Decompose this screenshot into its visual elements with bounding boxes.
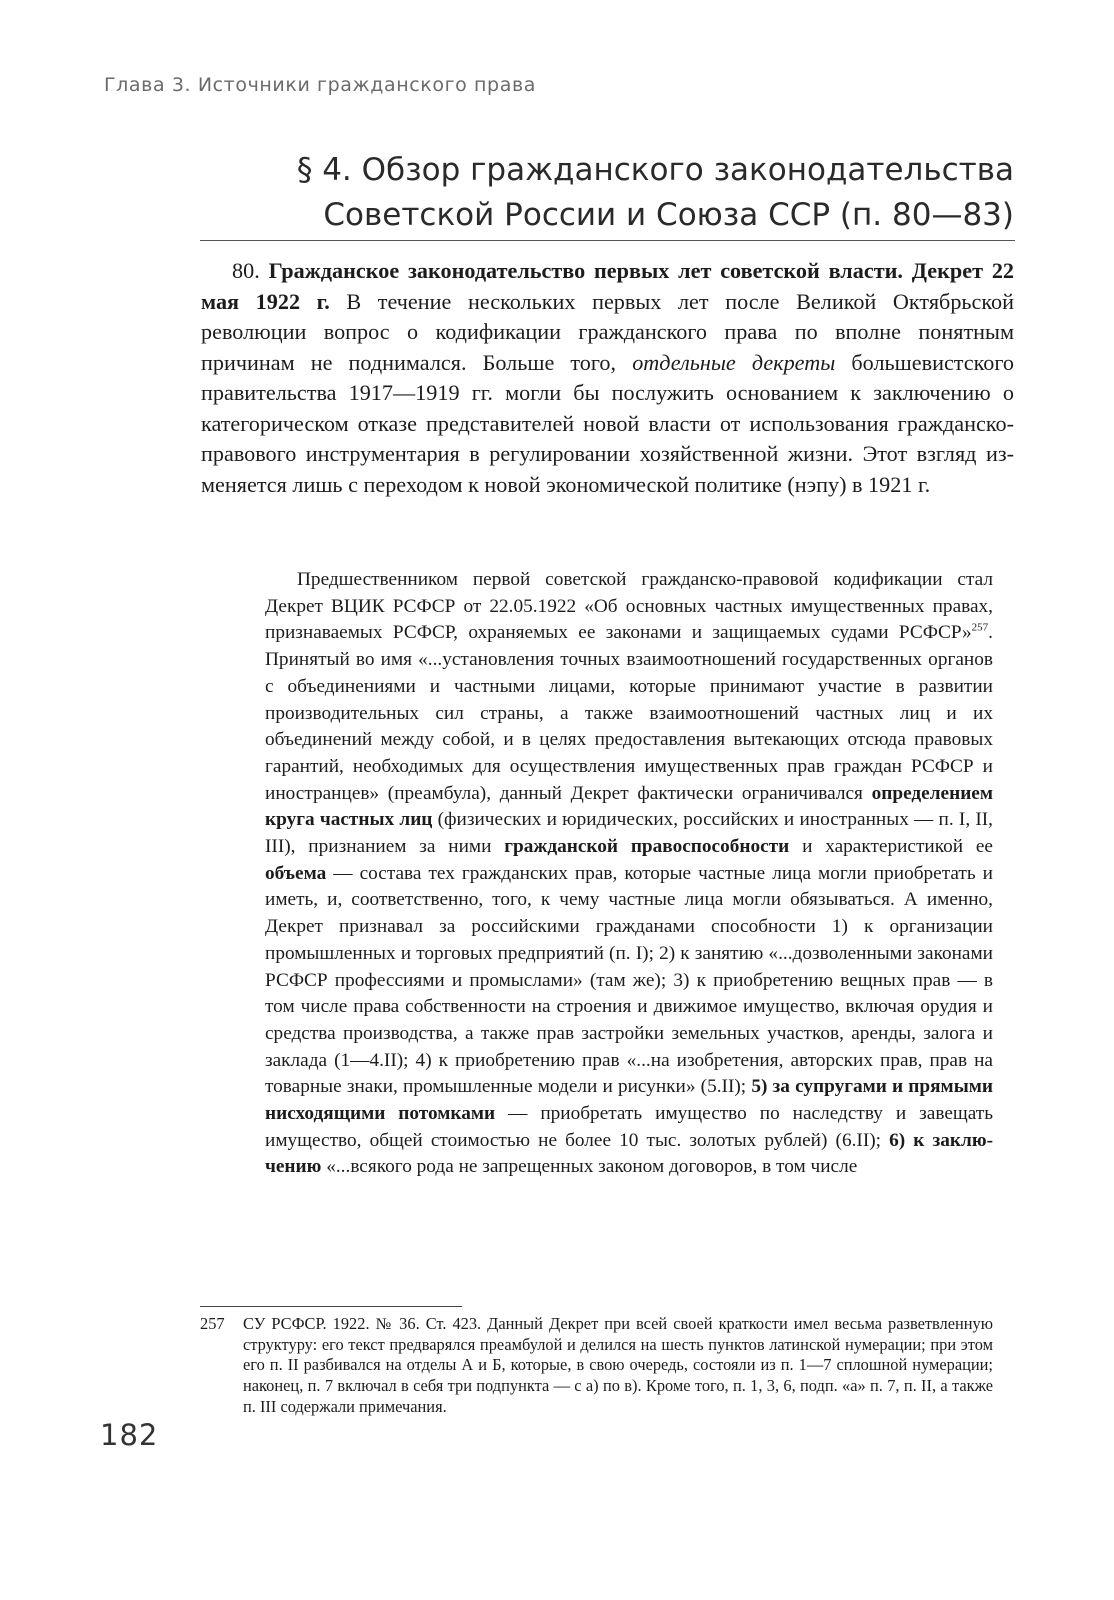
lead-text: В течение нескольких первых лет после Великой Октябрьской революции вопрос о кодификации гражданского права по вполне понятным причинам не поднимался. Больше того,: [201, 288, 1014, 375]
body-text: . Принятый во имя «...установления точных взаимоотношений государственных органов с объединениями и частными лицами, которые принимают участие в развитии производительных сил страны, а также взаимоотношений частных лиц и их объединений между собой, и в целях предоставления вытекающих отсюда правовых гарантий, необходимых для осуществления имущественных прав граждан РСФСР и иностранцев» (преамбула), данный Декрет фактически ограничивался: [265, 622, 993, 804]
section-title-line-2: Советской России и Союза ССР (п. 80—83): [323, 197, 1014, 233]
footnote-text: СУ РСФСР. 1922. № 36. Ст. 423. Данный Декрет при всей своей краткости имел весьма разветвленную структуру: его текст предварялся преамбулой и делился на шесть пунктов латинской нумерации; при этом его п. II разбивался на отделы А и Б, которые, в свою очередь, состояли из п. 1—7 сплошной нумерации; наконец, п. 7 включал в себя три подпункта — с а) по в). Кроме того, п. 1, 3, 6, подп. «а» п. 7, п. II, а также п. III содержали примечания.: [243, 1314, 993, 1416]
bold-term: объема: [265, 862, 327, 884]
body-text: (физических и юридических, российских и иностранных — п. I, II, III), признанием за ними: [265, 809, 994, 858]
paragraph-number: 80.: [232, 258, 260, 283]
lead-paragraph-block: [201, 256, 1014, 500]
lead-paragraph: [201, 256, 1014, 500]
running-head: Глава 3. Источники гражданского права: [104, 74, 536, 96]
lead-text: большевистского правительства 1917—1919 гг. могли бы послужить основанием к заключению о категорическом отказе представителей новой власти от использования гражданско-правового инструментария в регулировании хозяйственной жизни. Этот взгляд изменяется лишь с переходом к новой экономической политике (нэпу) в 1921 г.: [201, 349, 1015, 497]
body-text: — состава тех гражданских прав, которые частные лица могли приобретать и иметь, и, соответственно, того, к чему частные лица могли обязываться. А именно, Декрет признавал за российскими гражданами способности 1) к организации промышленных и торговых предприятий (п. I); 2) к занятию «...дозволенными законами РСФСР профессиями и промыслами» (там же); 3) к приобретению вещных прав — в том числе права собственности на строения и движимое имущество, включая орудия и средства производства, а также прав застройки земельных участков, аренды, залога и заклада (1—4.II); 4) к приобретению прав «...на изобретения, авторских прав, прав на товарные знаки, промышленные модели и рисунки» (5.II);: [265, 862, 993, 1098]
footnote-divider: [200, 1306, 462, 1307]
lead-emphasis: отдельные декреты: [632, 349, 836, 375]
footnote: [200, 1314, 993, 1418]
footnote-reference[interactable]: 257: [971, 621, 989, 634]
bold-term: 5) за супругами и прямыми нисходящими потомками: [265, 1076, 993, 1125]
body-text: Предшественником первой советской гражданско-правовой кодификации стал Декрет ВЦИК РСФСР от 22.05.1922 «Об основных частных имущественных правах, признаваемых РСФСР, охраняемых ее законами и защищаемых судами РСФСР»: [265, 569, 993, 644]
bold-term: 6) к заключению: [265, 1129, 993, 1178]
paragraph-heading: Гражданское законодательство первых лет советской власти. Декрет 22 мая 1922 г.: [201, 258, 1015, 314]
section-title: [180, 148, 1014, 238]
page-number: 182: [100, 1418, 159, 1452]
title-divider: [200, 240, 1015, 241]
body-paragraph: [265, 567, 993, 1181]
body-text: — приобретать имущество по наследству и завещать имущество, общей стоимостью не более 10 тыс. золотых рублей) (6.II);: [265, 1103, 993, 1151]
section-title-line-1: § 4. Обзор гражданского законодательства: [296, 152, 1014, 188]
bold-term: гражданской правоспособности: [504, 836, 790, 858]
bold-term: определением круга частных лиц: [265, 782, 993, 831]
body-text: и характеристикой ее: [802, 836, 993, 858]
body-text: «...всякого рода не запрещенных законом договоров, в том числе: [326, 1156, 858, 1178]
body-text-block: [265, 567, 993, 1181]
footnote-number: 257: [200, 1314, 225, 1333]
